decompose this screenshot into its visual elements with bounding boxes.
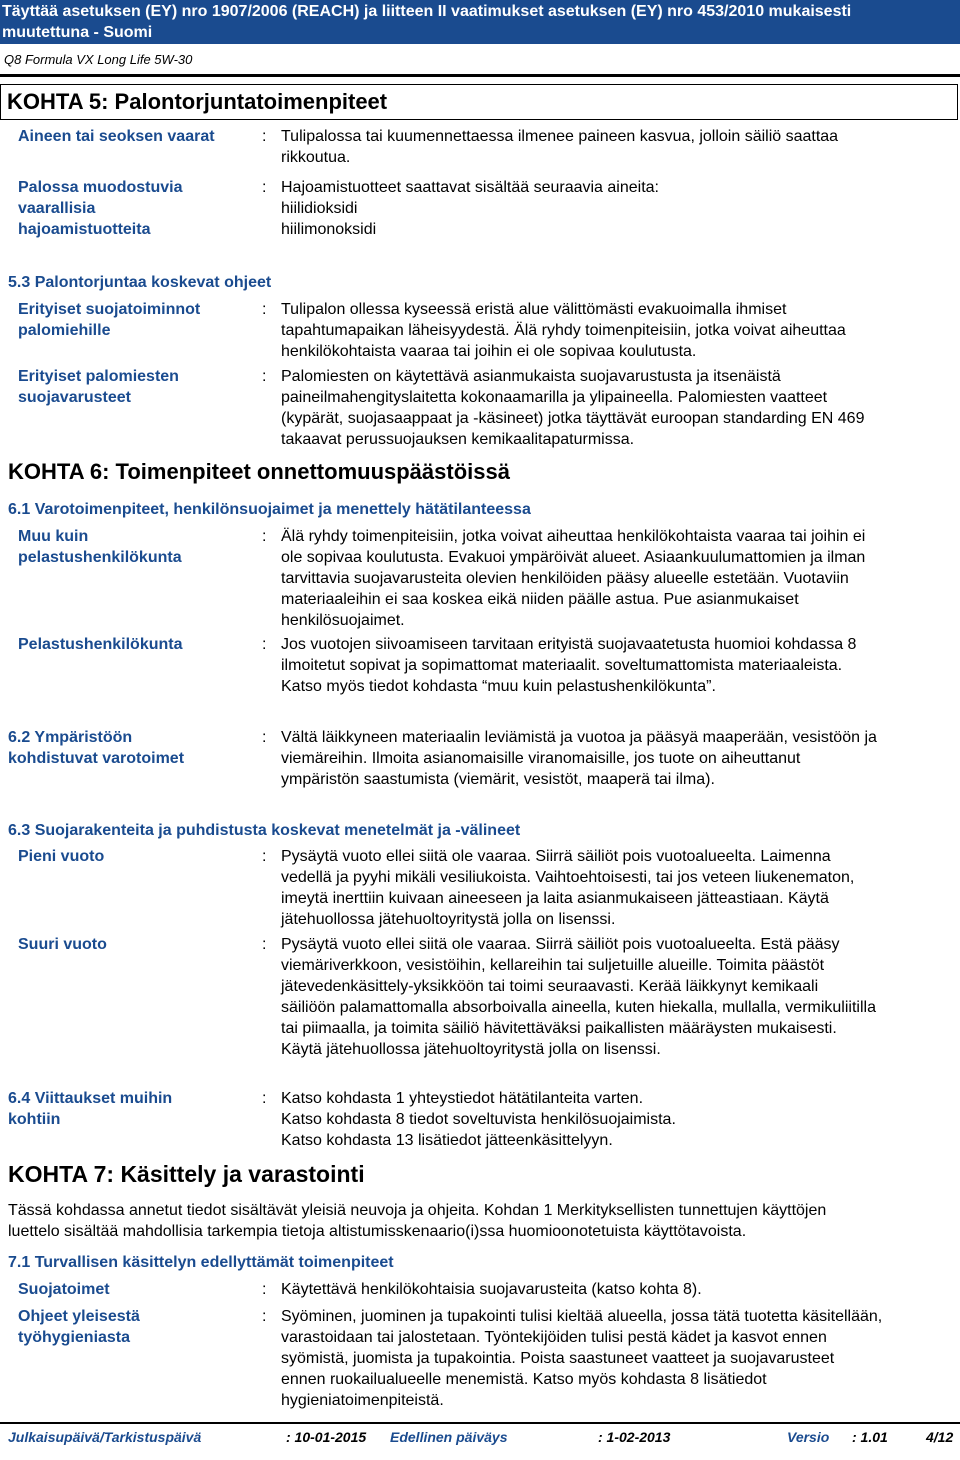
field-colon: : bbox=[262, 936, 267, 953]
field-colon: : bbox=[262, 128, 267, 145]
value-line: rikkoutua. bbox=[281, 149, 351, 166]
section-7-intro bbox=[8, 1200, 953, 1242]
value-line: hiilidioksidi bbox=[281, 200, 358, 217]
value-line: tarvittavia suojavarusteita olevien henkilöiden pääsy alueelle estetään. Vuotaviin bbox=[281, 570, 849, 587]
field-value bbox=[281, 366, 953, 450]
value-line: Katso kohdasta 13 lisätiedot jätteenkäsittelyyn. bbox=[281, 1132, 613, 1149]
value-line: varastoidaan tai jalostetaan. Työntekijöiden tulisi pestä kädet ja kasvot ennen bbox=[281, 1329, 827, 1346]
value-line: Jos vuotojen siivoamiseen tarvitaan erityistä suojavaatetusta huomioi kohdassa 8 bbox=[281, 636, 857, 653]
label-line: 6.2 Ympäristöön bbox=[8, 729, 133, 746]
value-line: säiliöön palamattomalla absorboivalla aineella, kuten hiekalla, mullalla, vermikuliitilla bbox=[281, 999, 876, 1016]
field-label bbox=[18, 1306, 248, 1348]
label-line: Suojatoimet bbox=[18, 1281, 110, 1298]
field-value bbox=[281, 1279, 953, 1300]
footer-date-value: : 10-01-2015 bbox=[286, 1429, 367, 1445]
field-label bbox=[18, 299, 248, 341]
field-value bbox=[281, 634, 953, 697]
label-line: pelastushenkilökunta bbox=[18, 549, 182, 566]
field-label bbox=[18, 634, 248, 655]
field-colon: : bbox=[262, 1090, 267, 1107]
label-line: 6.4 Viittaukset muihin bbox=[8, 1090, 173, 1107]
label-line: Muu kuin bbox=[18, 528, 89, 545]
section-6-heading: KOHTA 6: Toimenpiteet onnettomuuspäästöissä bbox=[8, 459, 510, 484]
field-colon: : bbox=[262, 1308, 267, 1325]
value-line: paineilmahengityslaitetta kokonaamarilla ja ylipaineella. Palomiesten vaatteet bbox=[281, 389, 828, 406]
value-line: ennen ruokailualueelle menemistä. Katso myös kohdasta 8 lisätiedot bbox=[281, 1371, 767, 1388]
value-line: jätevedenkäsittely-yksikköön tai toimi seuraavasti. Kerää läikkynyt kemikaali bbox=[281, 978, 819, 995]
label-line: kohtiin bbox=[8, 1111, 61, 1128]
section-5-heading: KOHTA 5: Palontorjuntatoimenpiteet bbox=[0, 84, 958, 120]
value-line: tapahtumapaikan läheisyydestä. Älä ryhdy toimenpiteisiin, jotka voivat aiheuttaa bbox=[281, 322, 846, 339]
value-line: viemäreihin. Ilmoita asianomaisille viranomaisille, jos tuote on aiheuttanut bbox=[281, 750, 801, 767]
subsection-5-3-heading: 5.3 Palontorjuntaa koskevat ohjeet bbox=[8, 274, 272, 291]
value-line: Käytettävä henkilökohtaisia suojavarusteita (katso kohta 8). bbox=[281, 1281, 702, 1298]
field-value bbox=[281, 177, 953, 240]
field-label bbox=[18, 366, 248, 408]
field-colon: : bbox=[262, 636, 267, 653]
label-line: Erityiset suojatoiminnot bbox=[18, 301, 201, 318]
subsection-6-1-heading: 6.1 Varotoimenpiteet, henkilönsuojaimet ja menettely hätätilanteessa bbox=[8, 501, 531, 518]
value-line: Katso kohdasta 1 yhteystiedot hätätilanteita varten. bbox=[281, 1090, 644, 1107]
value-line: Palomiesten on käytettävä asianmukaista suojavarustusta ja itsenäistä bbox=[281, 368, 781, 385]
field-value bbox=[281, 846, 953, 930]
field-label bbox=[8, 1088, 238, 1130]
header-title-line-2: muutettuna - Suomi bbox=[2, 24, 153, 41]
value-line: takaavat perussuojauksen kemikaalitapaturmissa. bbox=[281, 431, 635, 448]
field-colon: : bbox=[262, 729, 267, 746]
value-line: hiilimonoksidi bbox=[281, 221, 377, 238]
field-value bbox=[281, 299, 953, 362]
label-line: Palossa muodostuvia bbox=[18, 179, 183, 196]
value-line: (kypärät, suojasaappaat ja -käsineet) jotka täyttävät euroopan standarding EN 469 bbox=[281, 410, 865, 427]
footer-version-value: : 1.01 bbox=[852, 1429, 888, 1445]
product-name: Q8 Formula VX Long Life 5W-30 bbox=[4, 52, 193, 67]
field-label bbox=[18, 846, 248, 867]
label-line: Erityiset palomiesten bbox=[18, 368, 179, 385]
value-line: tai piimaalla, ja toimita säiliö hävitettäväksi paikallisten määräysten mukaisesti. bbox=[281, 1020, 837, 1037]
label-line: Aineen tai seoksen vaarat bbox=[18, 128, 215, 145]
field-value bbox=[281, 526, 953, 631]
section-7-heading: KOHTA 7: Käsittely ja varastointi bbox=[8, 1161, 365, 1187]
field-value bbox=[281, 126, 953, 168]
document-header bbox=[0, 0, 960, 44]
intro-line: luettelo sisältää mahdollisia tarkempia tietoja altistumisskenaario(i)ssa huomioonotetuista käyttötavoista. bbox=[8, 1223, 747, 1240]
label-line: Ohjeet yleisestä bbox=[18, 1308, 140, 1325]
label-line: Suuri vuoto bbox=[18, 936, 107, 953]
value-line: syömistä, juomista ja tupakointia. Poista saastuneet vaatteet ja suojavarusteet bbox=[281, 1350, 835, 1367]
header-title-line-1: Täyttää asetuksen (EY) nro 1907/2006 (REACH) ja liitteen II vaatimukset asetuksen (EY) nro 453/2010 mukaisesti bbox=[2, 3, 852, 20]
value-line: Tulipalossa tai kuumennettaessa ilmenee paineen kasvua, jolloin säiliö saattaa bbox=[281, 128, 839, 145]
value-line: viemäriverkkoon, vesistöihin, kellareihin tai suljetuille alueille. Toimita päästöt bbox=[281, 957, 825, 974]
value-line: henkilökohtaista vaaraa tai joihin ei ole sopivaa koulutusta. bbox=[281, 343, 697, 360]
footer-version-label: Versio bbox=[787, 1429, 830, 1445]
field-colon: : bbox=[262, 179, 267, 196]
footer-previous-label: Edellinen päiväys bbox=[390, 1429, 508, 1445]
field-label bbox=[18, 177, 248, 240]
label-line: Pieni vuoto bbox=[18, 848, 105, 865]
header-divider bbox=[0, 74, 960, 77]
value-line: ilmoitetut sopivat ja sopimattomat materiaalit. soveltumattomista materiaaleista. bbox=[281, 657, 843, 674]
label-line: suojavarusteet bbox=[18, 389, 131, 406]
footer-previous-value: : 1-02-2013 bbox=[598, 1429, 671, 1445]
value-line: Tulipalon ollessa kyseessä eristä alue välittömästi evakuoimalla ihmiset bbox=[281, 301, 787, 318]
value-line: Käytä jätehuollossa jätehuoltoyritystä jolla on lisenssi. bbox=[281, 1041, 661, 1058]
value-line: jätehuollossa jätehuoltoyritystä jolla on lisenssi. bbox=[281, 911, 616, 928]
value-line: Pysäytä vuoto ellei siitä ole vaaraa. Siirrä säiliöt pois vuotoalueelta. Estä pääsy bbox=[281, 936, 840, 953]
field-colon: : bbox=[262, 528, 267, 545]
field-label bbox=[18, 526, 248, 568]
field-value bbox=[281, 727, 953, 790]
value-line: ympäristön saastumista (viemärit, vesistöt, maaperä tai ilma). bbox=[281, 771, 715, 788]
field-value bbox=[281, 1088, 953, 1151]
label-line: Pelastushenkilökunta bbox=[18, 636, 183, 653]
field-colon: : bbox=[262, 1281, 267, 1298]
field-label bbox=[18, 1279, 248, 1300]
label-line: kohdistuvat varotoimet bbox=[8, 750, 185, 767]
value-line: henkilösuojaimet. bbox=[281, 612, 405, 629]
field-label bbox=[18, 934, 248, 955]
label-line: palomiehille bbox=[18, 322, 111, 339]
footer-date-label: Julkaisupäivä/Tarkistuspäivä bbox=[8, 1429, 202, 1445]
field-label bbox=[8, 727, 238, 769]
field-value bbox=[281, 934, 953, 1060]
footer-page-number: 4/12 bbox=[926, 1429, 954, 1445]
value-line: Vältä läikkyneen materiaalin leviämistä ja vuotoa ja pääsyä maaperään, vesistöön ja bbox=[281, 729, 877, 746]
value-line: ole sopivaa koulutusta. Evakuoi ympäröivät alueet. Asiaankuulumattomien ja ilman bbox=[281, 549, 866, 566]
field-value bbox=[281, 1306, 953, 1411]
value-line: Hajoamistuotteet saattavat sisältää seuraavia aineita: bbox=[281, 179, 659, 196]
label-line: työhygieniasta bbox=[18, 1329, 131, 1346]
value-line: vedellä ja pyyhi mikäli vesiliukoista. Vaihtoehtoisesti, tai jos veteen liukenematon, bbox=[281, 869, 855, 886]
value-line: Katso myös tiedot kohdasta “muu kuin pelastushenkilökunta”. bbox=[281, 678, 716, 695]
footer-divider bbox=[0, 1422, 960, 1424]
value-line: Katso kohdasta 8 tiedot soveltuvista henkilösuojaimista. bbox=[281, 1111, 676, 1128]
field-colon: : bbox=[262, 301, 267, 318]
subsection-7-1-heading: 7.1 Turvallisen käsittelyn edellyttämät toimenpiteet bbox=[8, 1254, 394, 1271]
field-colon: : bbox=[262, 368, 267, 385]
value-line: materiaaleihin ei saa koskea eikä niiden päälle astua. Pue asianmukaiset bbox=[281, 591, 799, 608]
label-line: hajoamistuotteita bbox=[18, 221, 151, 238]
field-colon: : bbox=[262, 848, 267, 865]
intro-line: Tässä kohdassa annetut tiedot sisältävät yleisiä neuvoja ja ohjeita. Kohdan 1 Merkityksellisten tunnettujen käyttöjen bbox=[8, 1202, 827, 1219]
value-line: Syöminen, juominen ja tupakointi tulisi kieltää alueella, jossa tätä tuotetta käsitellään, bbox=[281, 1308, 883, 1325]
label-line: vaarallisia bbox=[18, 200, 96, 217]
value-line: hygieniatoimenpiteistä. bbox=[281, 1392, 444, 1409]
value-line: imeytä inerttiin kuivaan aineeseen ja laita asianmukaiseen jätteastiaan. Käytä bbox=[281, 890, 829, 907]
field-label bbox=[18, 126, 248, 147]
value-line: Pysäytä vuoto ellei siitä ole vaaraa. Siirrä säiliöt pois vuotoalueelta. Laimenna bbox=[281, 848, 831, 865]
subsection-6-3-heading: 6.3 Suojarakenteita ja puhdistusta koskevat menetelmät ja -välineet bbox=[8, 822, 521, 839]
value-line: Älä ryhdy toimenpiteisiin, jotka voivat aiheuttaa henkilökohtaista vaaraa tai joihin ei bbox=[281, 528, 866, 545]
